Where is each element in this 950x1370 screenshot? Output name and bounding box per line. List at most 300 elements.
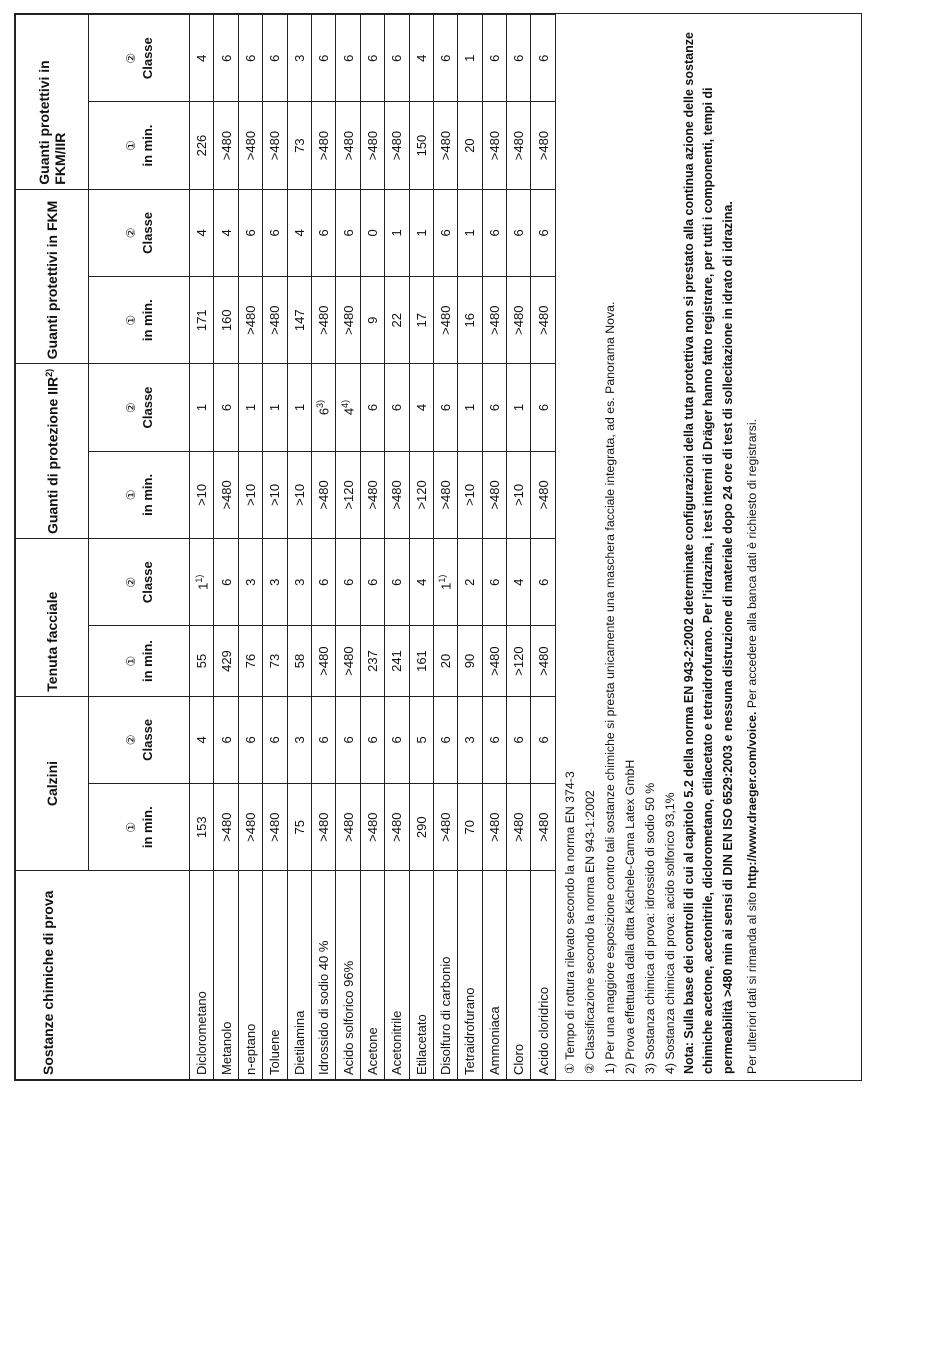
- cell-value: 6: [535, 578, 551, 586]
- substance-name: Acido solforico 96%: [336, 871, 360, 1080]
- table-cell: [263, 696, 287, 783]
- substance-name: Tetraidrofurano: [458, 871, 482, 1080]
- table-cell: [190, 696, 214, 783]
- table-cell: [507, 189, 531, 276]
- table-row: [482, 15, 506, 1080]
- cell-value: 3: [462, 736, 478, 744]
- cell-value: 6: [438, 403, 454, 412]
- cell-value: >10: [194, 483, 210, 506]
- table-cell: [336, 364, 360, 451]
- table-cell: [385, 102, 409, 189]
- table-cell: [336, 539, 360, 626]
- table-cell: [482, 539, 506, 626]
- cell-value: 3: [291, 578, 307, 586]
- table-cell: [214, 102, 238, 189]
- cell-value: 3: [267, 578, 283, 586]
- cell-value: >120: [511, 646, 527, 676]
- cell-value: 6: [267, 54, 283, 62]
- cell-value: >480: [535, 480, 551, 510]
- table-cell: [263, 277, 287, 364]
- cell-footnote-ref: 3): [315, 399, 326, 408]
- more-info: [742, 20, 762, 1074]
- subheader-time: [89, 626, 190, 696]
- table-cell: [482, 696, 506, 783]
- subheader-time: [89, 784, 190, 871]
- circle-marker: ①: [123, 489, 138, 501]
- cell-value: 4: [218, 229, 234, 237]
- cell-value: 6: [218, 54, 234, 62]
- table-cell: [287, 189, 311, 276]
- table-cell: [214, 696, 238, 783]
- subheader-class: [89, 189, 190, 276]
- table-cell: [507, 784, 531, 871]
- table-cell: [238, 364, 262, 451]
- table-cell: [360, 451, 384, 538]
- table-cell: [190, 189, 214, 276]
- cell-value: 6: [316, 54, 332, 62]
- table-cell: [482, 364, 506, 451]
- table-row: [238, 15, 262, 1080]
- cell-value: 1: [194, 582, 210, 590]
- cell-value: 226: [194, 134, 210, 157]
- table-cell: [433, 277, 457, 364]
- cell-value: 1: [242, 403, 258, 412]
- table-cell: [458, 102, 482, 189]
- cell-value: 58: [291, 653, 307, 669]
- resistance-table: [15, 14, 556, 1080]
- cell-value: >480: [438, 130, 454, 161]
- table-cell: [458, 784, 482, 871]
- cell-value: >10: [462, 483, 478, 506]
- table-cell: [531, 626, 555, 696]
- subheader-class: [89, 539, 190, 626]
- cell-value: 6: [316, 407, 332, 416]
- cell-value: 9: [364, 316, 380, 324]
- table-cell: [433, 626, 457, 696]
- cell-value: >480: [218, 812, 234, 842]
- cell-value: >480: [316, 305, 332, 335]
- subheader-label: Classe: [139, 718, 155, 761]
- cell-value: >480: [340, 130, 356, 161]
- table-cell: [311, 539, 335, 626]
- table-cell: [238, 696, 262, 783]
- substance-name: Cloro: [507, 871, 531, 1080]
- table-cell: [311, 15, 335, 102]
- table-row: [531, 15, 555, 1080]
- cell-value: 6: [340, 736, 356, 744]
- cell-value: 6: [218, 578, 234, 586]
- table-cell: [263, 626, 287, 696]
- cell-value: 1: [462, 229, 478, 237]
- cell-value: 4: [194, 736, 210, 744]
- cell-value: 4: [413, 403, 429, 412]
- table-cell: [311, 102, 335, 189]
- subheader-class: [89, 15, 190, 102]
- table-cell: [287, 696, 311, 783]
- header-group-calzini: Calzini: [16, 696, 89, 871]
- circle-marker: ②: [123, 52, 138, 64]
- cell-value: >480: [242, 130, 258, 161]
- cell-value: >480: [316, 130, 332, 161]
- table-cell: [360, 189, 384, 276]
- table-cell: [531, 189, 555, 276]
- table-cell: [482, 451, 506, 538]
- table-cell: [531, 696, 555, 783]
- table-row: [385, 15, 409, 1080]
- cell-value: 171: [194, 309, 210, 332]
- subheader-class: [89, 364, 190, 451]
- header-group-fkm: Guanti protettivi in FKM: [16, 189, 89, 364]
- table-cell: [311, 277, 335, 364]
- cell-value: >480: [340, 305, 356, 335]
- table-cell: [360, 696, 384, 783]
- cell-value: 6: [486, 736, 502, 744]
- table-cell: [311, 784, 335, 871]
- table-cell: [409, 15, 433, 102]
- cell-value: 5: [413, 736, 429, 744]
- cell-value: 6: [511, 736, 527, 744]
- table-cell: [409, 696, 433, 783]
- website-link[interactable]: http://www.draeger.com/voice.: [745, 711, 760, 889]
- table-cell: [433, 364, 457, 451]
- cell-value: 3: [242, 578, 258, 586]
- cell-value: 6: [486, 54, 502, 62]
- cell-value: >480: [438, 305, 454, 335]
- circle-marker: ②: [123, 734, 138, 746]
- circle-marker: ②: [123, 576, 138, 588]
- table-cell: [214, 277, 238, 364]
- table-cell: [263, 15, 287, 102]
- table-row: [458, 15, 482, 1080]
- header-group-iir-sup: 2): [43, 368, 54, 377]
- cell-value: 6: [486, 229, 502, 237]
- table-row: [360, 15, 384, 1080]
- table-cell: [214, 451, 238, 538]
- cell-value: 241: [389, 650, 405, 672]
- cell-value: 20: [438, 653, 454, 669]
- footnotes: [556, 14, 763, 1080]
- header-group-tenuta: Tenuta facciale: [16, 539, 89, 697]
- table-cell: [482, 784, 506, 871]
- subheader-time: [89, 102, 190, 189]
- circle-marker: ②: [123, 402, 138, 413]
- cell-value: >480: [267, 305, 283, 335]
- table-cell: [409, 626, 433, 696]
- table-cell: [433, 15, 457, 102]
- table-cell: [287, 626, 311, 696]
- cell-value: 6: [511, 229, 527, 237]
- cell-value: 6: [218, 403, 234, 412]
- cell-value: >480: [486, 305, 502, 335]
- table-cell: [336, 102, 360, 189]
- table-cell: [507, 102, 531, 189]
- cell-value: >480: [242, 305, 258, 335]
- table-cell: [190, 784, 214, 871]
- footnote-3: 3) Sostanza chimica di prova: idrossido di sodio 50 %: [642, 782, 657, 1074]
- cell-value: 6: [364, 736, 380, 744]
- cell-value: >480: [438, 480, 454, 510]
- subheader-label: in min.: [139, 473, 155, 516]
- table-row: [190, 15, 214, 1080]
- cell-value: 6: [389, 736, 405, 744]
- table-cell: [433, 539, 457, 626]
- cell-value: >10: [291, 483, 307, 506]
- table-cell: [458, 15, 482, 102]
- cell-value: 6: [535, 403, 551, 412]
- cell-value: 4: [413, 54, 429, 62]
- header-group-iir: Guanti di protezione IIR$^{2)}$: [16, 364, 89, 539]
- table-cell: [409, 189, 433, 276]
- table-row: [263, 15, 287, 1080]
- document-page: [14, 13, 862, 1081]
- table-row: [287, 15, 311, 1080]
- subheader-time: [89, 451, 190, 538]
- cell-value: 1: [194, 403, 210, 412]
- substance-name: Acido cloridrico: [531, 871, 555, 1080]
- cell-value: >480: [340, 646, 356, 676]
- cell-value: >480: [438, 812, 454, 842]
- cell-value: 6: [535, 736, 551, 744]
- table-cell: [385, 539, 409, 626]
- cell-value: >480: [535, 305, 551, 335]
- table-cell: [409, 539, 433, 626]
- cell-value: 6: [364, 54, 380, 62]
- more-info-text-2: Per accedere alla banca dati è richiesto di registrarsi.: [745, 419, 760, 712]
- table-cell: [263, 539, 287, 626]
- subheader-label: in min.: [139, 806, 155, 849]
- table-cell: [214, 189, 238, 276]
- table-cell: [433, 784, 457, 871]
- table-cell: [214, 539, 238, 626]
- subheader-time: [89, 277, 190, 364]
- cell-value: 4: [413, 578, 429, 586]
- table-cell: [336, 696, 360, 783]
- table-cell: [311, 364, 335, 451]
- table-cell: [238, 451, 262, 538]
- table-cell: [263, 784, 287, 871]
- cell-value: 153: [194, 816, 210, 839]
- cell-value: 6: [438, 229, 454, 237]
- table-row: [507, 15, 531, 1080]
- substance-name: n-eptano: [238, 871, 262, 1080]
- cell-value: 73: [267, 653, 283, 669]
- substance-name: Ammoniaca: [482, 871, 506, 1080]
- cell-value: >120: [340, 480, 356, 510]
- table-cell: [458, 364, 482, 451]
- table-cell: [433, 189, 457, 276]
- table-cell: [238, 189, 262, 276]
- cell-value: 6: [267, 229, 283, 237]
- cell-value: 6: [218, 736, 234, 744]
- cell-value: >480: [316, 480, 332, 510]
- table-cell: [190, 626, 214, 696]
- substance-name: Toluene: [263, 871, 287, 1080]
- table-cell: [287, 451, 311, 538]
- cell-value: 290: [413, 816, 429, 839]
- more-info-text: Per ulteriori dati si rimanda al sito: [745, 888, 760, 1074]
- table-cell: [190, 15, 214, 102]
- cell-value: 73: [291, 138, 307, 153]
- cell-value: >10: [267, 483, 283, 506]
- table-cell: [531, 364, 555, 451]
- table-cell: [214, 784, 238, 871]
- table-cell: [409, 102, 433, 189]
- cell-value: 3: [291, 54, 307, 62]
- cell-value: 6: [340, 578, 356, 586]
- table-cell: [507, 626, 531, 696]
- table-cell: [385, 451, 409, 538]
- table-cell: [458, 696, 482, 783]
- cell-value: >10: [511, 483, 527, 506]
- footnote-4: 4) Sostanza chimica di prova: acido solforico 93,1%: [662, 792, 677, 1074]
- table-cell: [311, 189, 335, 276]
- cell-value: 6: [242, 229, 258, 237]
- table-cell: [287, 539, 311, 626]
- substance-name: Diclorometano: [190, 871, 214, 1080]
- table-cell: [263, 364, 287, 451]
- table-cell: [385, 364, 409, 451]
- cell-value: 161: [413, 650, 429, 672]
- cell-value: 6: [364, 403, 380, 412]
- circle-marker: ①: [123, 314, 138, 326]
- cell-value: >480: [242, 812, 258, 842]
- cell-value: 6: [340, 229, 356, 237]
- substance-name: Acetonitrile: [385, 871, 409, 1080]
- cell-value: 3: [291, 736, 307, 744]
- cell-value: 4: [291, 229, 307, 237]
- cell-value: >480: [535, 130, 551, 161]
- cell-value: 6: [486, 403, 502, 412]
- cell-value: 1: [267, 403, 283, 412]
- cell-value: 76: [242, 653, 258, 669]
- subheader-label: in min.: [139, 299, 155, 342]
- table-cell: [482, 277, 506, 364]
- table-cell: [531, 102, 555, 189]
- cell-value: >480: [486, 812, 502, 842]
- table-cell: [263, 451, 287, 538]
- cell-value: 6: [316, 229, 332, 237]
- table-cell: [311, 626, 335, 696]
- cell-value: >480: [218, 480, 234, 510]
- table-cell: [287, 15, 311, 102]
- cell-value: 1: [291, 403, 307, 412]
- table-cell: [263, 189, 287, 276]
- table-cell: [190, 451, 214, 538]
- table-cell: [287, 277, 311, 364]
- cell-value: 1: [438, 582, 454, 590]
- table-cell: [458, 277, 482, 364]
- table-cell: [458, 626, 482, 696]
- table-cell: [507, 277, 531, 364]
- cell-value: 1: [462, 403, 478, 412]
- header-substances: Sostanze chimiche di prova: [16, 871, 190, 1080]
- cell-value: 4: [194, 54, 210, 62]
- cell-value: >480: [486, 130, 502, 161]
- cell-value: 4: [341, 407, 357, 416]
- cell-value: 6: [511, 54, 527, 62]
- cell-value: >480: [389, 480, 405, 510]
- cell-value: >480: [389, 130, 405, 161]
- substance-name: Disolfuro di carbonio: [433, 871, 457, 1080]
- table-cell: [385, 277, 409, 364]
- table-cell: [360, 102, 384, 189]
- cell-value: 6: [242, 736, 258, 744]
- table-row: [433, 15, 457, 1080]
- cell-value: >10: [242, 483, 258, 506]
- cell-footnote-ref: 4): [339, 399, 350, 408]
- cell-value: 20: [462, 138, 478, 153]
- cell-value: 1: [389, 229, 405, 237]
- table-cell: [531, 451, 555, 538]
- table-cell: [336, 189, 360, 276]
- table-cell: [311, 696, 335, 783]
- cell-value: 75: [291, 819, 307, 835]
- cell-value: >480: [364, 812, 380, 842]
- table-cell: [238, 626, 262, 696]
- subheader-class: [89, 696, 190, 783]
- table-cell: [482, 102, 506, 189]
- cell-value: 17: [413, 312, 429, 328]
- table-cell: [336, 784, 360, 871]
- note-classification: ② Classificazione secondo la norma EN 943-1:2002: [582, 790, 597, 1074]
- cell-value: 2: [462, 578, 478, 586]
- cell-value: 4: [511, 578, 527, 586]
- table-cell: [409, 784, 433, 871]
- circle-marker: ①: [123, 655, 138, 667]
- cell-value: 6: [438, 736, 454, 744]
- cell-value: 6: [267, 736, 283, 744]
- cell-value: 16: [462, 312, 478, 328]
- table-cell: [287, 784, 311, 871]
- table-cell: [531, 539, 555, 626]
- cell-value: 6: [486, 578, 502, 586]
- cell-value: >480: [340, 812, 356, 842]
- table-cell: [238, 102, 262, 189]
- table-cell: [287, 102, 311, 189]
- cell-footnote-ref: 1): [437, 574, 448, 583]
- cell-value: 6: [340, 54, 356, 62]
- cell-value: 55: [194, 653, 210, 669]
- cell-value: >480: [486, 646, 502, 676]
- subheader-label: in min.: [139, 640, 155, 682]
- subheader-label: Classe: [139, 561, 155, 604]
- cell-value: 6: [535, 54, 551, 62]
- cell-value: 237: [364, 650, 380, 672]
- table-cell: [336, 15, 360, 102]
- cell-value: 6: [389, 403, 405, 412]
- cell-value: 1: [511, 403, 527, 412]
- table-cell: [507, 451, 531, 538]
- cell-value: >480: [389, 812, 405, 842]
- circle-marker: ②: [123, 227, 138, 239]
- cell-footnote-ref: 1): [193, 574, 204, 583]
- cell-value: >480: [364, 130, 380, 161]
- cell-value: 1: [462, 54, 478, 62]
- cell-value: 147: [291, 309, 307, 332]
- circle-marker: ①: [123, 821, 138, 833]
- table-cell: [458, 189, 482, 276]
- subheader-label: Classe: [139, 386, 155, 429]
- subheader-label: Classe: [139, 211, 155, 254]
- cell-value: 70: [462, 819, 478, 835]
- note-breakthrough: ① Tempo di rottura rilevato secondo la norma EN 374-3: [562, 771, 577, 1074]
- cell-value: 6: [316, 736, 332, 744]
- cell-value: 6: [389, 578, 405, 586]
- cell-value: 6: [242, 54, 258, 62]
- cell-value: >480: [535, 812, 551, 842]
- cell-value: 1: [413, 229, 429, 237]
- table-cell: [385, 15, 409, 102]
